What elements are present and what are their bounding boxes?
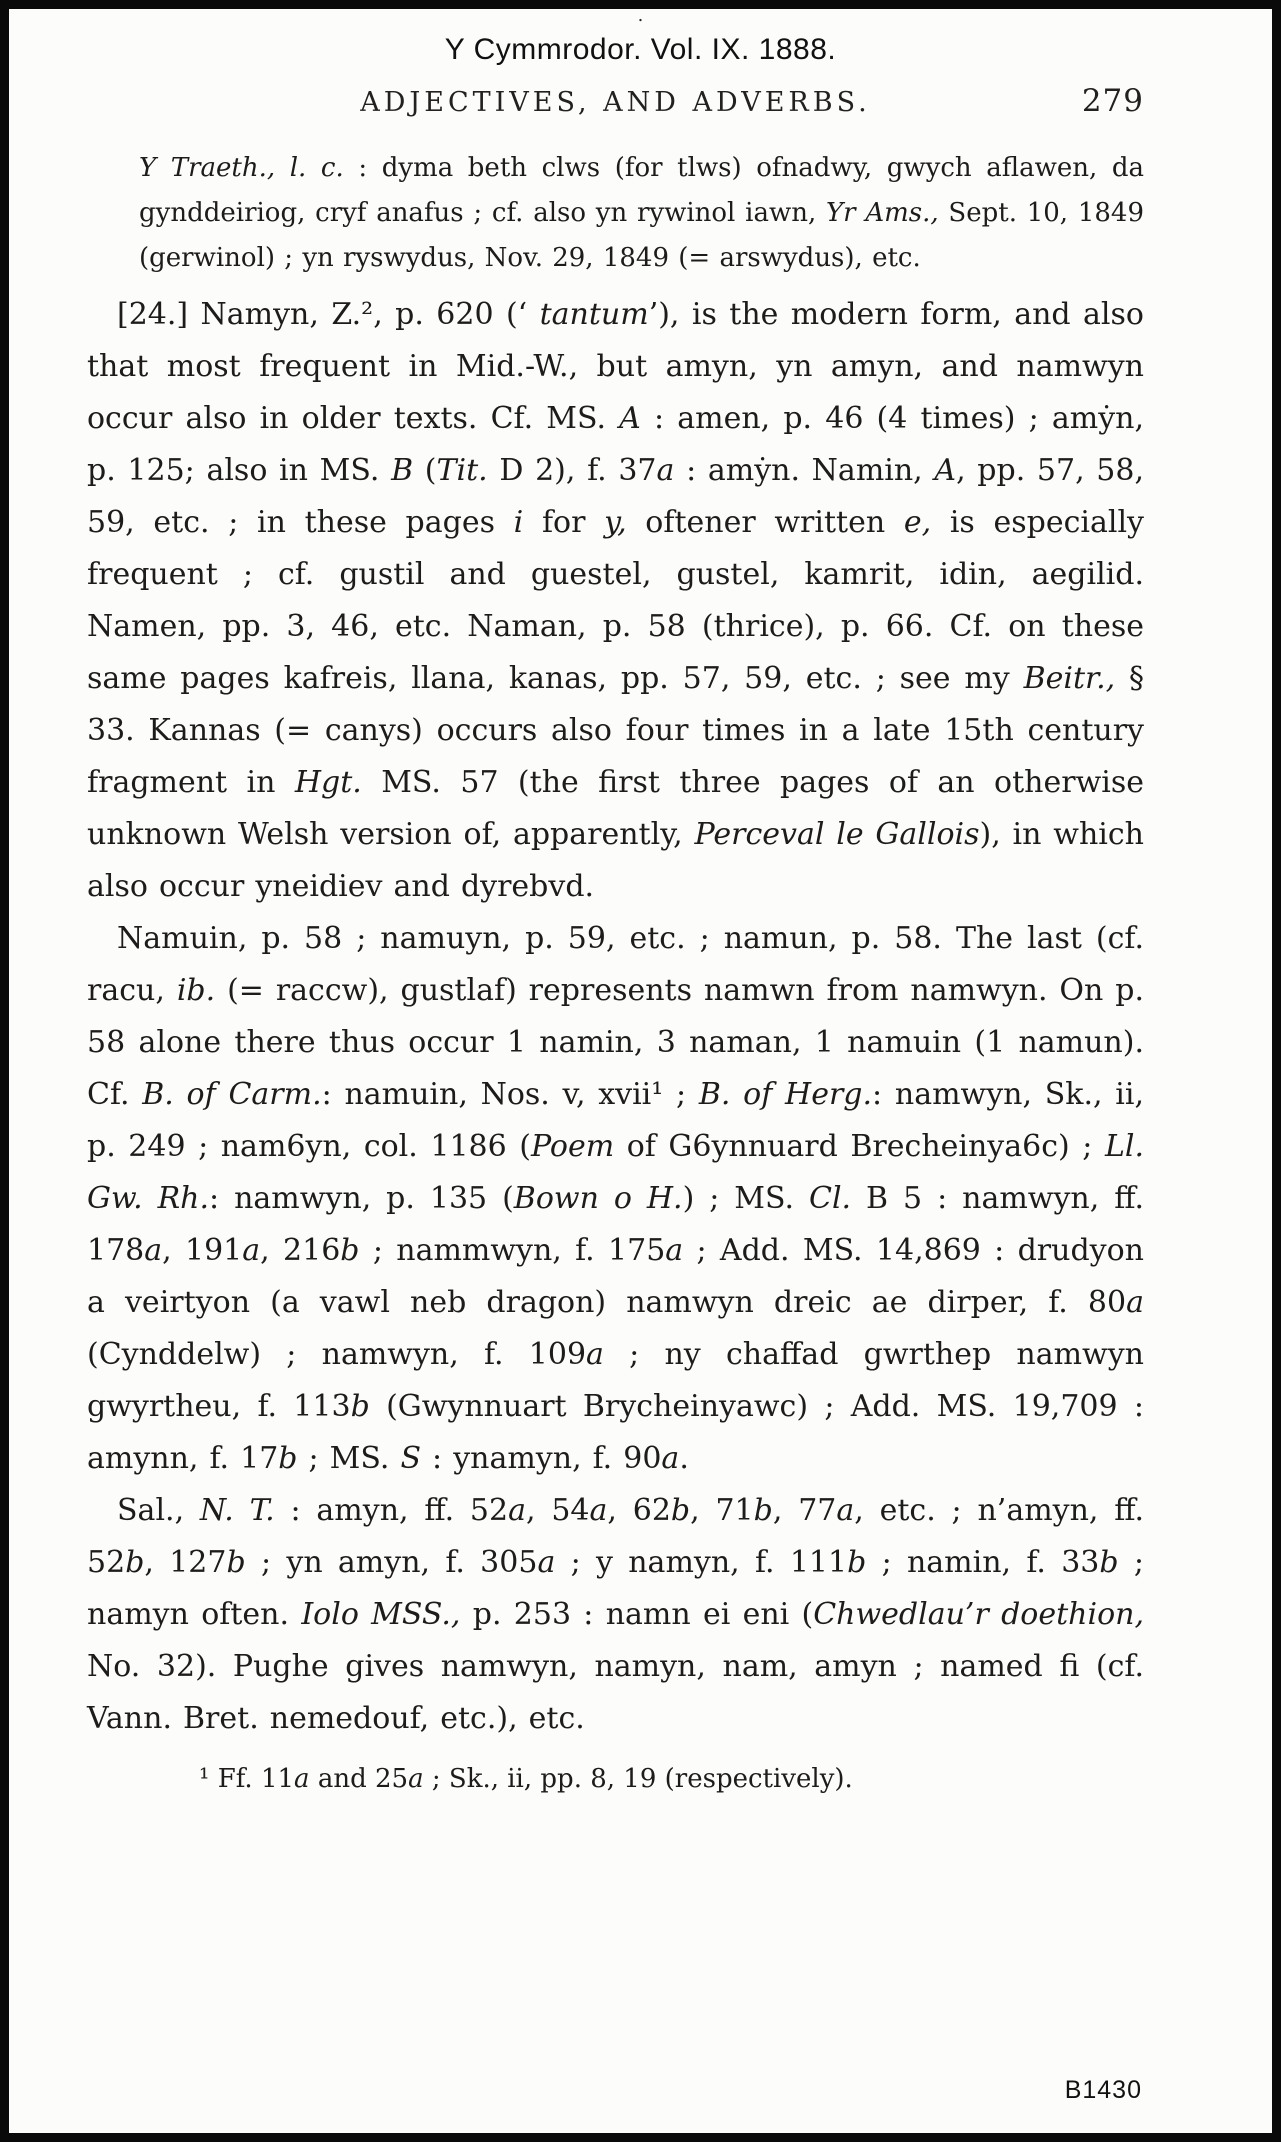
catalog-number: B1430	[1064, 2076, 1142, 2104]
paragraph-traeth-citation: Y Traeth., l. c. : dyma beth clws (for tlws) ofnadwy, gwych aflawen, da gynddeiriog, cryf anafus ; cf. also yn rywinol iawn, Yr Ams., Sept. 10, 1849 (gerwinol) ; yn ryswydus, Nov. 29, 1849 (= arswydus), etc.	[139, 153, 1144, 273]
running-header	[87, 83, 1144, 119]
printer-mark: .	[637, 9, 644, 26]
volume-title: Y Cymmrodor. Vol. IX. 1888.	[444, 33, 837, 66]
paragraph-sal: Sal., N. T. : amyn, ff. 52a, 54a, 62b, 71b, 77a, etc. ; n’amyn, ff. 52b, 127b ; yn amyn, f. 305a ; y namyn, f. 111b ; namin, f. 33b ; namyn often. Iolo MSS., p. 253 : namn ei eni (Chwedlau’r doethion, No. 32). Pughe gives namwyn, namyn, nam, amyn ; named fi (cf. Vann. Bret. nemedouf, etc.), etc.	[87, 1493, 1145, 1736]
chapter-title: ADJECTIVES, AND ADVERBS.	[360, 87, 871, 118]
paragraph-namuin: Namuin, p. 58 ; namuyn, p. 59, etc. ; namun, p. 58. The last (cf. racu, ib. (= raccw), gustlaf) represents namwn from namwyn. On p. 58 alone there thus occur 1 namin, 3 naman, 1 namuin (1 namun). Cf. B. of Carm.: namuin, Nos. v, xvii¹ ; B. of Herg.: namwyn, Sk., ii, p. 249 ; nam6yn, col. 1186 (Poem of G6ynnuard Brecheinya6c) ; Ll. Gw. Rh.: namwyn, p. 135 (Bown o H.) ; MS. Cl. B 5 : namwyn, ff. 178a, 191a, 216b ; nammwyn, f. 175a ; Add. MS. 14,869 : drudyon a veirtyon (a vawl neb dragon) namwyn dreic ae dirper, f. 80a (Cynddelw) ; namwyn, f. 109a ; ny chaffad gwrthep namwyn gwyrtheu, f. 113b (Gwynnuart Brycheinyawc) ; Add. MS. 19,709 : amynn, f. 17b ; MS. S : ynamyn, f. 90a.	[87, 921, 1145, 1476]
page-body	[9, 83, 1272, 1799]
scanned-book-page	[9, 9, 1272, 2133]
paragraph-namyn-entry: [24.] Namyn, Z.², p. 620 (‘ tantum’), is the modern form, and also that most frequent in Mid.-W., but amyn, yn amyn, and namwyn occur also in older texts. Cf. MS. A : amen, p. 46 (4 times) ; amẏn, p. 125; also in MS. B (Tit. D 2), f. 37a : amẏn. Namin, A, pp. 57, 58, 59, etc. ; in these pages i for y, oftener written e, is especially frequent ; cf. gustil and guestel, gustel, kamrit, idin, aegilid. Namen, pp. 3, 46, etc. Naman, p. 58 (thrice), p. 66. Cf. on these same pages kafreis, llana, kanas, pp. 57, 59, etc. ; see my Beitr., § 33. Kannas (= canys) occurs also four times in a late 15th century fragment in Hgt. MS. 57 (the first three pages of an otherwise unknown Welsh version of, apparently, Perceval le Gallois), in which also occur yneidiev and dyrebvd.	[87, 297, 1145, 904]
footnote: ¹ Ff. 11a and 25a ; Sk., ii, pp. 8, 19 (respectively).	[199, 1764, 853, 1794]
page-number: 279	[1081, 83, 1144, 119]
